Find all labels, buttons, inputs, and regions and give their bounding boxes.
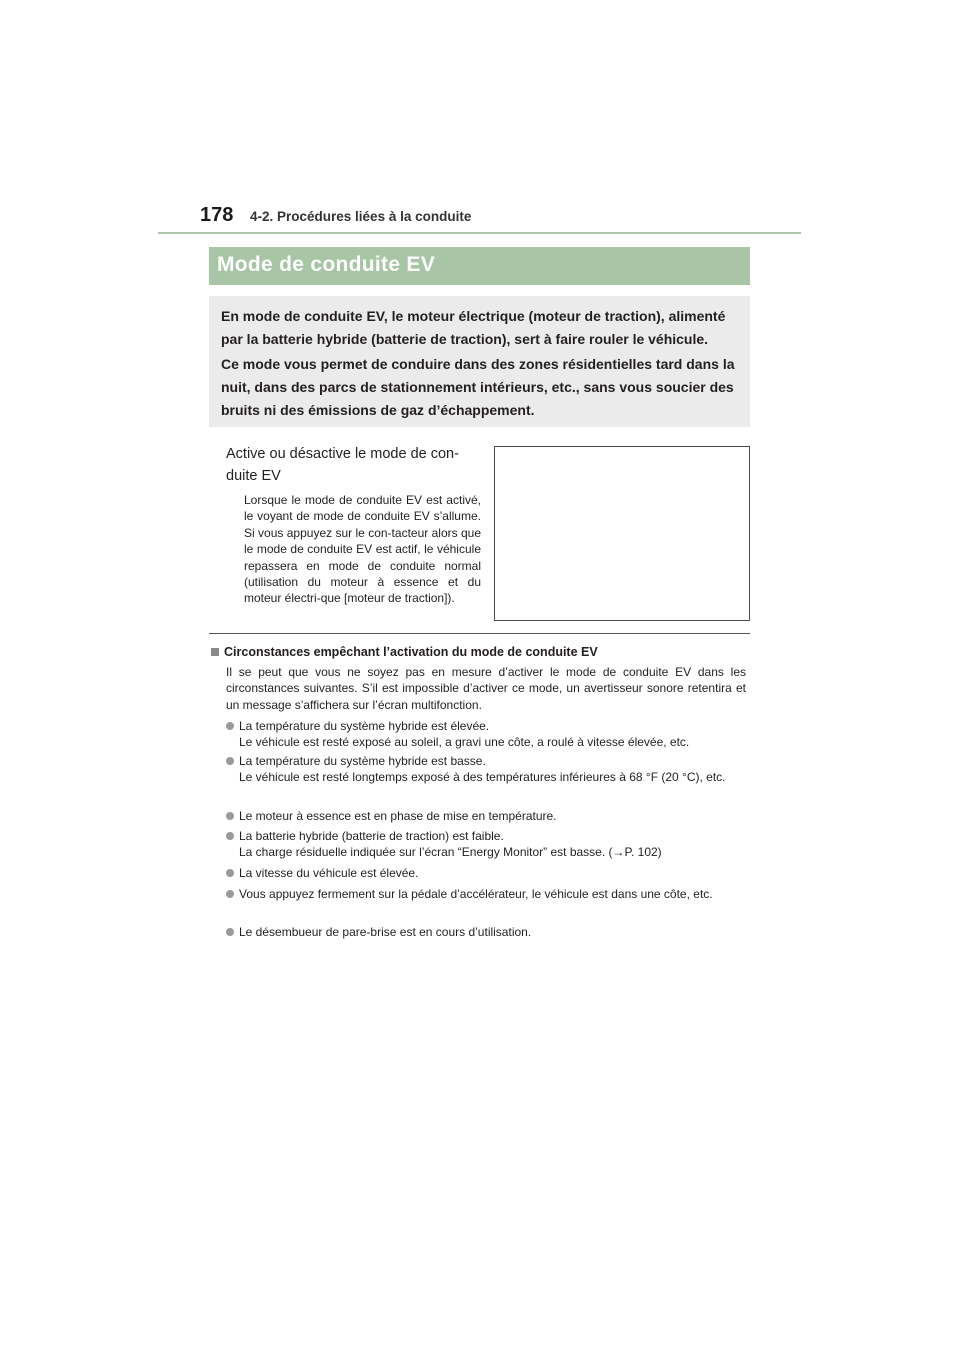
square-bullet-icon — [211, 648, 219, 656]
list-item-text: La température du système hybride est élevée. — [239, 719, 490, 733]
header-divider — [158, 232, 801, 234]
switch-description: Lorsque le mode de conduite EV est activé, le voyant de mode de conduite EV s’allume. Si vous appuyez sur le con-tacteur alors que le mode de conduite EV est actif, le véhicule repassera en mode de conduite normal (utilisation du moteur à essence et du moteur électri-que [moteur de traction]). — [244, 493, 481, 606]
bullet-dot-icon — [226, 722, 234, 730]
intro-paragraph-1: En mode de conduite EV, le moteur électrique (moteur de traction), alimenté par la batterie hybride (batterie de traction), sert à faire rouler le véhicule. — [221, 308, 726, 347]
page-number: 178 — [200, 204, 234, 226]
list-item-detail: La charge résiduelle indiquée sur l’écran “Energy Monitor” est basse. (→P. 102) — [239, 845, 662, 860]
list-item-detail: Le véhicule est resté longtemps exposé à des températures inférieures à 68 °F (20 °C), etc. — [239, 770, 726, 785]
bullet-dot-icon — [226, 832, 234, 840]
list-item-text: Le désembueur de pare-brise est en cours d’utilisation. — [239, 925, 532, 939]
section-divider — [209, 633, 750, 634]
bullet-dot-icon — [226, 812, 234, 820]
list-item-text: Le moteur à essence est en phase de mise en température. — [239, 809, 557, 823]
list-item — [226, 886, 746, 902]
illustration-placeholder — [494, 446, 750, 621]
list-item-text: Vous appuyez fermement sur la pédale d’accélérateur, le véhicule est dans une côte, etc. — [239, 887, 713, 901]
list-item — [226, 828, 746, 861]
list-item — [226, 753, 746, 786]
list-item-text: La vitesse du véhicule est élevée. — [239, 866, 419, 880]
intro-box — [209, 296, 750, 427]
switch-label: Active ou désactive le mode de con-duite EV — [226, 446, 459, 484]
list-item — [226, 718, 746, 751]
bullet-dot-icon — [226, 869, 234, 877]
bullet-dot-icon — [226, 757, 234, 765]
list-item — [226, 808, 746, 824]
page-header — [158, 204, 801, 234]
section-title-bar — [209, 247, 750, 285]
list-item — [226, 865, 746, 881]
list-item — [226, 924, 746, 940]
section-reference: 4-2. Procédures liées à la conduite — [250, 209, 472, 224]
circumstances-title — [211, 645, 751, 659]
bullet-dot-icon — [226, 928, 234, 936]
bullet-dot-icon — [226, 890, 234, 898]
circumstances-body: Il se peut que vous ne soyez pas en mesure d’activer le mode de conduite EV dans les circonstances suivantes. S’il est impossible d’activer ce mode, un avertisseur sonore retentira et un message s’affichera sur l’écran multifonction. — [226, 665, 746, 712]
circumstances-title-text: Circonstances empêchant l’activation du mode de conduite EV — [224, 645, 598, 659]
list-item-text: La température du système hybride est basse. — [239, 754, 486, 768]
list-item-detail: Le véhicule est resté exposé au soleil, a gravi une côte, a roulé à vitesse élevée, etc. — [239, 735, 690, 750]
intro-paragraph-2: Ce mode vous permet de conduire dans des zones résidentielles tard dans la nuit, dans des parcs de stationnement intérieurs, etc., sans vous soucier des bruits ni des émissions de gaz d’échappement. — [221, 356, 735, 418]
list-item-text: La batterie hybride (batterie de traction) est faible. — [239, 829, 504, 843]
section-title: Mode de conduite EV — [217, 253, 436, 276]
